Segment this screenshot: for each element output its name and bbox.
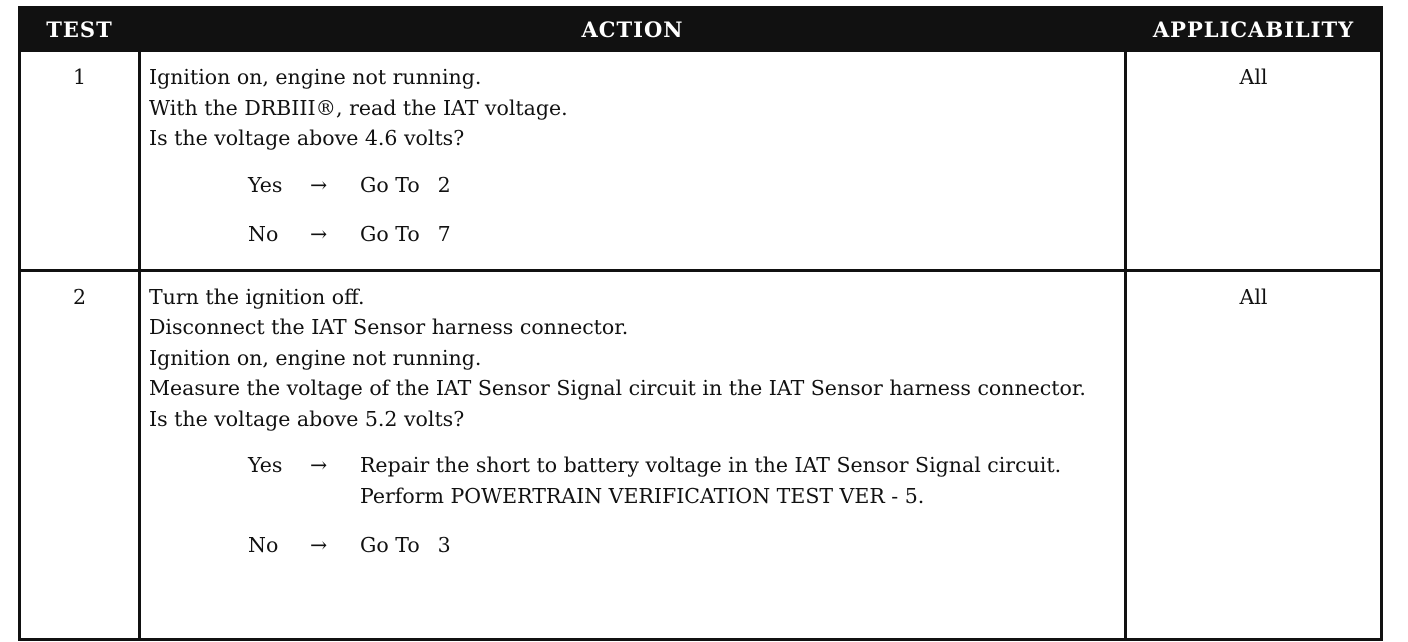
branch-result — [360, 450, 1116, 511]
action-step: Measure the voltage of the IAT Sensor Signal circuit in the IAT Sensor harness connector. — [149, 376, 1086, 400]
header-action: ACTION — [140, 8, 1126, 51]
goto-label: Go To — [360, 222, 420, 246]
arrow-right-icon: → — [310, 453, 328, 477]
action-step: Ignition on, engine not running. — [149, 65, 482, 89]
diagnostic-test-table — [18, 6, 1383, 641]
branch-yes — [149, 170, 1116, 201]
header-applicability: APPLICABILITY — [1126, 8, 1382, 51]
action-cell — [140, 51, 1126, 271]
branch-label: No — [248, 533, 279, 557]
action-step: Is the voltage above 4.6 volts? — [149, 126, 465, 150]
action-step: With the DRBIII®, read the IAT voltage. — [149, 95, 568, 120]
action-cell — [140, 270, 1126, 639]
branch-yes — [149, 450, 1116, 511]
action-step: Turn the ignition off. — [149, 284, 365, 309]
test-number: 2 — [20, 270, 140, 639]
branch-label: Yes — [248, 172, 283, 197]
table-row-test-2 — [20, 270, 1382, 639]
table-row-test-1 — [20, 51, 1382, 271]
branch-result — [360, 219, 1116, 250]
branch-result-line: Perform POWERTRAIN VERIFICATION TEST VER - 5. — [360, 483, 925, 508]
branch-no — [149, 219, 1116, 250]
goto-target: 2 — [437, 172, 451, 197]
arrow-right-icon: → — [310, 222, 328, 246]
branch-no — [149, 530, 1116, 561]
goto-label: Go To — [360, 533, 420, 557]
arrow-right-icon: → — [310, 533, 328, 557]
goto-target: 7 — [437, 222, 451, 246]
branch-result-line: Repair the short to battery voltage in the IAT Sensor Signal circuit. — [360, 453, 1062, 477]
applicability-cell: All — [1126, 51, 1382, 271]
branch-label: No — [248, 222, 279, 246]
header-test: TEST — [20, 8, 140, 51]
action-step: Is the voltage above 5.2 volts? — [149, 406, 465, 431]
branch-list — [149, 170, 1116, 250]
table-header-row — [20, 8, 1382, 51]
applicability-cell: All — [1126, 270, 1382, 639]
goto-target: 3 — [437, 533, 451, 557]
action-step: Disconnect the IAT Sensor harness connector. — [149, 315, 629, 339]
test-number: 1 — [20, 51, 140, 271]
arrow-right-icon: → — [310, 172, 328, 197]
action-step: Ignition on, engine not running. — [149, 345, 482, 370]
branch-result — [360, 530, 1116, 561]
goto-label: Go To — [360, 172, 420, 197]
branch-label: Yes — [248, 453, 283, 477]
branch-list — [149, 450, 1116, 561]
branch-result — [360, 170, 1116, 201]
